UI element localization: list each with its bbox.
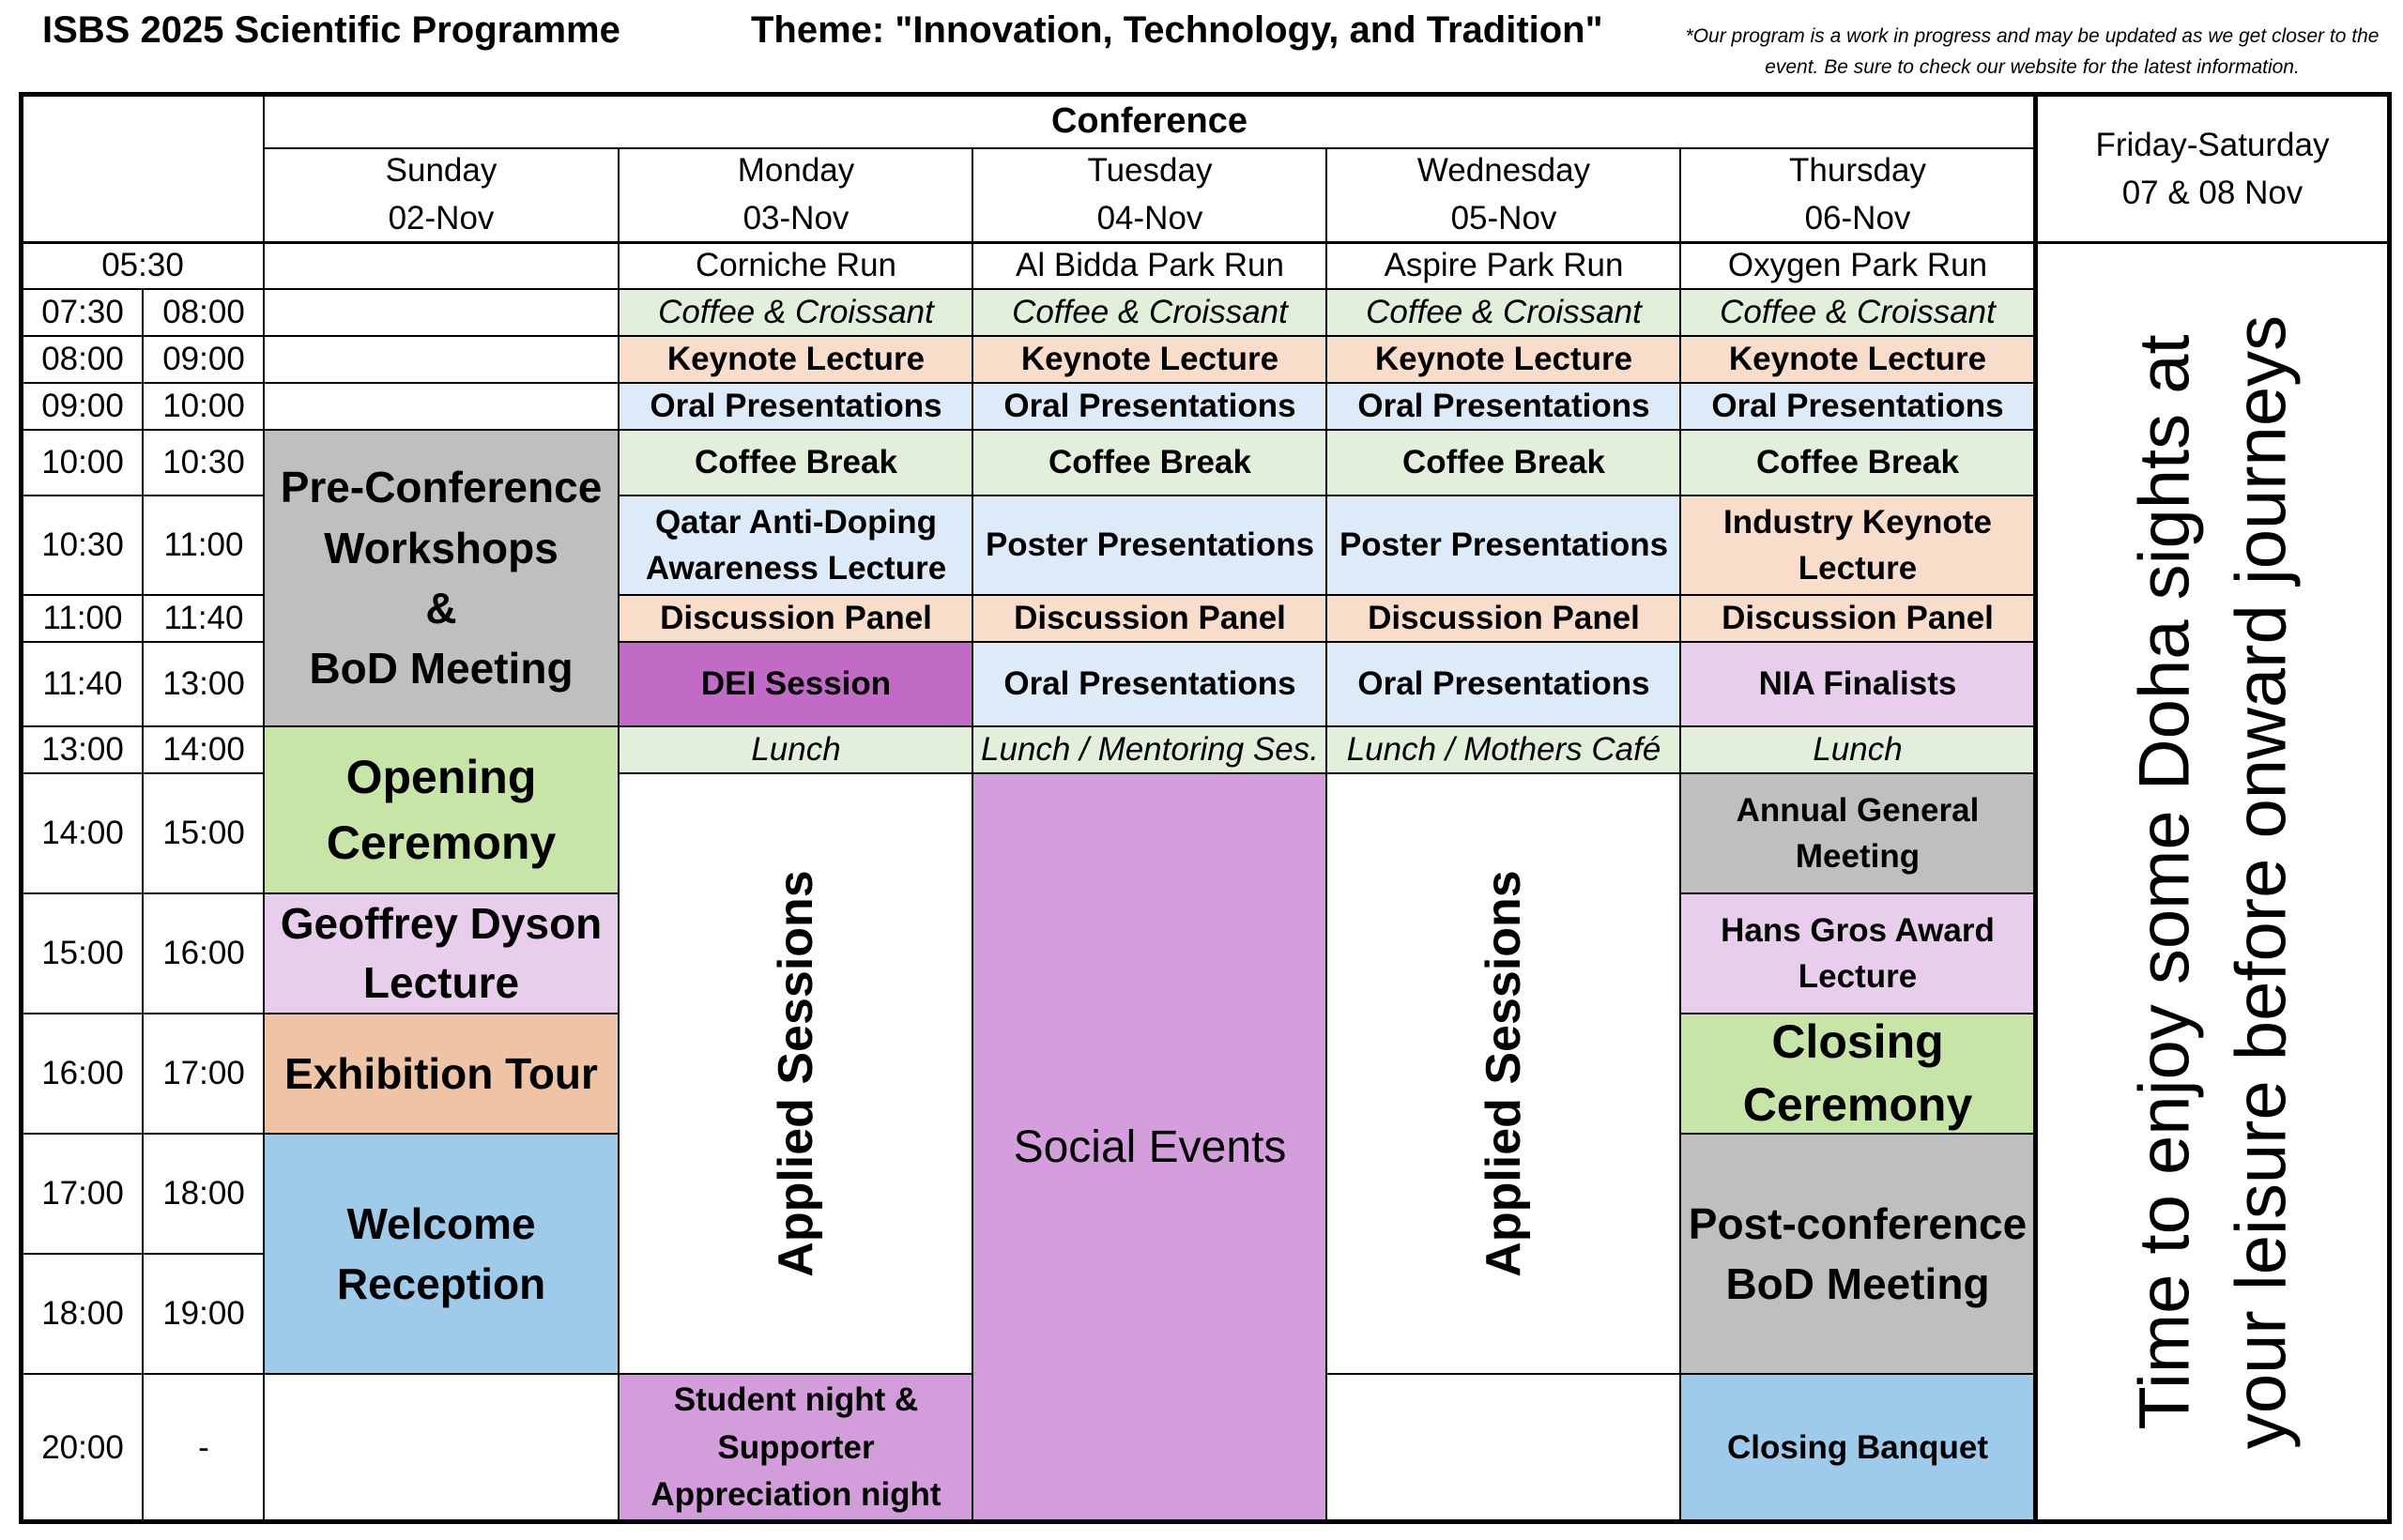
applied-sessions-monday: Applied Sessions bbox=[769, 870, 823, 1277]
time-end: 14:00 bbox=[162, 730, 245, 768]
day-header-monday bbox=[620, 149, 972, 241]
label-line: Pre-Conference bbox=[280, 463, 603, 512]
day-name: Tuesday bbox=[1087, 152, 1213, 190]
coffee-croissant-monday: Coffee & Croissant bbox=[620, 290, 972, 335]
disclaimer-note: *Our program is a work in progress and may be updated as we get closer to the event. Be sure to check our website for the latest information. bbox=[1685, 25, 2380, 78]
coffee-break-tuesday: Coffee Break bbox=[973, 431, 1326, 495]
annual-general-meeting bbox=[1681, 774, 2034, 892]
qatar-anti-doping-lecture bbox=[620, 496, 972, 594]
dei-session: DEI Session bbox=[620, 643, 972, 725]
time-0530: 05:30 bbox=[101, 246, 184, 283]
programme-title: ISBS 2025 Scientific Programme bbox=[42, 9, 620, 51]
oral-thursday-am: Oral Presentations bbox=[1681, 384, 2034, 429]
day-header-wednesday bbox=[1327, 149, 1680, 241]
label-line: Supporter bbox=[717, 1428, 875, 1466]
label-line: BoD Meeting bbox=[309, 644, 574, 694]
time-end: 15:00 bbox=[162, 814, 245, 851]
coffee-break-monday: Coffee Break bbox=[620, 431, 972, 495]
lunch-thursday: Lunch bbox=[1681, 727, 2034, 772]
time-start: 07:30 bbox=[41, 293, 124, 330]
label-line: Industry Keynote bbox=[1723, 504, 1992, 541]
time-start: 18:00 bbox=[41, 1294, 124, 1332]
coffee-croissant-wednesday: Coffee & Croissant bbox=[1327, 290, 1680, 335]
welcome-reception bbox=[265, 1135, 618, 1373]
geoffrey-dyson-lecture bbox=[265, 894, 618, 1013]
time-end: 10:00 bbox=[162, 387, 245, 424]
day-header-tuesday bbox=[973, 149, 1326, 241]
lunch-monday: Lunch bbox=[620, 727, 972, 772]
hans-gros-award-lecture bbox=[1681, 894, 2034, 1013]
label-line: & bbox=[425, 584, 457, 633]
oral-tuesday-am: Oral Presentations bbox=[973, 384, 1326, 429]
label-line: Time to enjoy some Doha sights at bbox=[2124, 334, 2205, 1430]
keynote-tuesday: Keynote Lecture bbox=[973, 337, 1326, 382]
conference-label: Conference bbox=[1050, 101, 1248, 142]
label-line: Hans Gros Award bbox=[1721, 912, 1995, 949]
day-date: 04-Nov bbox=[1096, 200, 1203, 236]
label-line: Meeting bbox=[1795, 838, 1921, 875]
time-end: 18:00 bbox=[162, 1174, 245, 1212]
industry-keynote-lecture bbox=[1681, 496, 2034, 594]
label-line: Reception bbox=[336, 1259, 546, 1308]
day-name: Friday-Saturday bbox=[2095, 126, 2330, 163]
time-start: 08:00 bbox=[41, 340, 124, 377]
coffee-break-thursday: Coffee Break bbox=[1681, 431, 2034, 495]
applied-sessions-wednesday: Applied Sessions bbox=[1477, 870, 1531, 1277]
post-conference-bod-meeting bbox=[1681, 1135, 2034, 1373]
exhibition-tour: Exhibition Tour bbox=[265, 1014, 618, 1133]
label-line: Workshops bbox=[324, 523, 559, 572]
time-start: 10:00 bbox=[41, 443, 124, 480]
time-end: 19:00 bbox=[162, 1294, 245, 1332]
label-line: Opening bbox=[345, 751, 537, 803]
label-line: Lecture bbox=[1798, 958, 1918, 995]
closing-banquet: Closing Banquet bbox=[1681, 1375, 2034, 1521]
keynote-thursday: Keynote Lecture bbox=[1681, 337, 2034, 382]
oral-tuesday-midday: Oral Presentations bbox=[973, 643, 1326, 725]
label-line: BoD Meeting bbox=[1725, 1259, 1990, 1308]
keynote-wednesday: Keynote Lecture bbox=[1327, 337, 1680, 382]
lunch-mothers-cafe: Lunch / Mothers Café bbox=[1327, 727, 1680, 772]
student-night bbox=[620, 1375, 972, 1521]
label-line: Geoffrey Dyson bbox=[280, 898, 603, 948]
label-line: Appreciation night bbox=[650, 1476, 941, 1514]
coffee-break-wednesday: Coffee Break bbox=[1327, 431, 1680, 495]
time-start: 17:00 bbox=[41, 1174, 124, 1212]
oral-wednesday-midday: Oral Presentations bbox=[1327, 643, 1680, 725]
time-end: 11:40 bbox=[163, 599, 244, 636]
time-end: 17:00 bbox=[162, 1054, 245, 1091]
day-header-thursday bbox=[1681, 149, 2034, 241]
coffee-croissant-thursday: Coffee & Croissant bbox=[1681, 290, 2034, 335]
social-events: Social Events bbox=[973, 774, 1326, 1521]
coffee-croissant-tuesday: Coffee & Croissant bbox=[973, 290, 1326, 335]
day-date: 06-Nov bbox=[1804, 200, 1911, 236]
time-start: 09:00 bbox=[41, 387, 124, 424]
time-end: 16:00 bbox=[162, 934, 245, 971]
day-header-sunday bbox=[265, 149, 618, 241]
label-line: your leisure before onward journeys bbox=[2221, 314, 2301, 1450]
day-name: Monday bbox=[737, 152, 855, 190]
closing-ceremony bbox=[1681, 1014, 2034, 1133]
day-header-friday-saturday bbox=[2039, 98, 2386, 241]
label-line: Annual General bbox=[1736, 792, 1980, 829]
poster-tuesday: Poster Presentations bbox=[973, 496, 1326, 594]
day-name: Sunday bbox=[385, 152, 497, 190]
time-end: 09:00 bbox=[162, 340, 245, 377]
time-start: 11:00 bbox=[42, 599, 123, 636]
time-start: 15:00 bbox=[41, 934, 124, 971]
label-line: Welcome bbox=[346, 1198, 536, 1248]
label-line: Student night & bbox=[673, 1380, 919, 1418]
discussion-panel-thursday: Discussion Panel bbox=[1681, 596, 2034, 641]
nia-finalists: NIA Finalists bbox=[1681, 643, 2034, 725]
time-start: 11:40 bbox=[42, 664, 123, 702]
time-end: 08:00 bbox=[162, 293, 245, 330]
label-line: Awareness Lecture bbox=[645, 550, 947, 587]
oral-wednesday-am: Oral Presentations bbox=[1327, 384, 1680, 429]
discussion-panel-wednesday: Discussion Panel bbox=[1327, 596, 1680, 641]
programme-theme: Theme: "Innovation, Technology, and Tradition" bbox=[751, 9, 1603, 51]
time-end: 11:00 bbox=[163, 526, 244, 563]
time-end: 13:00 bbox=[162, 664, 245, 702]
day-date: 07 & 08 Nov bbox=[2121, 174, 2304, 211]
time-start: 14:00 bbox=[41, 814, 124, 851]
time-start: 16:00 bbox=[41, 1054, 124, 1091]
keynote-monday: Keynote Lecture bbox=[620, 337, 972, 382]
lunch-mentoring: Lunch / Mentoring Ses. bbox=[973, 727, 1326, 772]
discussion-panel-tuesday: Discussion Panel bbox=[973, 596, 1326, 641]
run-thursday: Oxygen Park Run bbox=[1727, 246, 1988, 283]
leisure-message bbox=[2117, 315, 2309, 1449]
run-monday: Corniche Run bbox=[696, 246, 896, 283]
run-tuesday: Al Bidda Park Run bbox=[1016, 246, 1284, 283]
label-line: Qatar Anti-Doping bbox=[654, 504, 938, 541]
poster-wednesday: Poster Presentations bbox=[1327, 496, 1680, 594]
label-line: Lecture bbox=[1798, 550, 1918, 587]
run-wednesday: Aspire Park Run bbox=[1384, 246, 1624, 283]
time-start: 13:00 bbox=[41, 730, 124, 768]
day-name: Wednesday bbox=[1416, 152, 1591, 190]
label-line: Closing bbox=[1771, 1014, 1944, 1068]
discussion-panel-monday: Discussion Panel bbox=[620, 596, 972, 641]
day-name: Thursday bbox=[1789, 152, 1926, 190]
day-date: 02-Nov bbox=[388, 200, 495, 236]
opening-ceremony bbox=[265, 727, 618, 892]
time-end: - bbox=[198, 1428, 209, 1466]
time-start: 10:30 bbox=[41, 526, 124, 563]
label-line: Lecture bbox=[362, 958, 520, 1007]
time-start: 20:00 bbox=[41, 1428, 124, 1466]
time-end: 10:30 bbox=[162, 443, 245, 480]
label-line: Ceremony bbox=[1742, 1078, 1973, 1131]
pre-conference-workshops bbox=[265, 431, 618, 725]
label-line: Ceremony bbox=[326, 816, 557, 869]
label-line: Post-conference bbox=[1688, 1198, 2028, 1248]
day-date: 03-Nov bbox=[742, 200, 849, 236]
oral-monday-am: Oral Presentations bbox=[620, 384, 972, 429]
day-date: 05-Nov bbox=[1450, 200, 1557, 236]
